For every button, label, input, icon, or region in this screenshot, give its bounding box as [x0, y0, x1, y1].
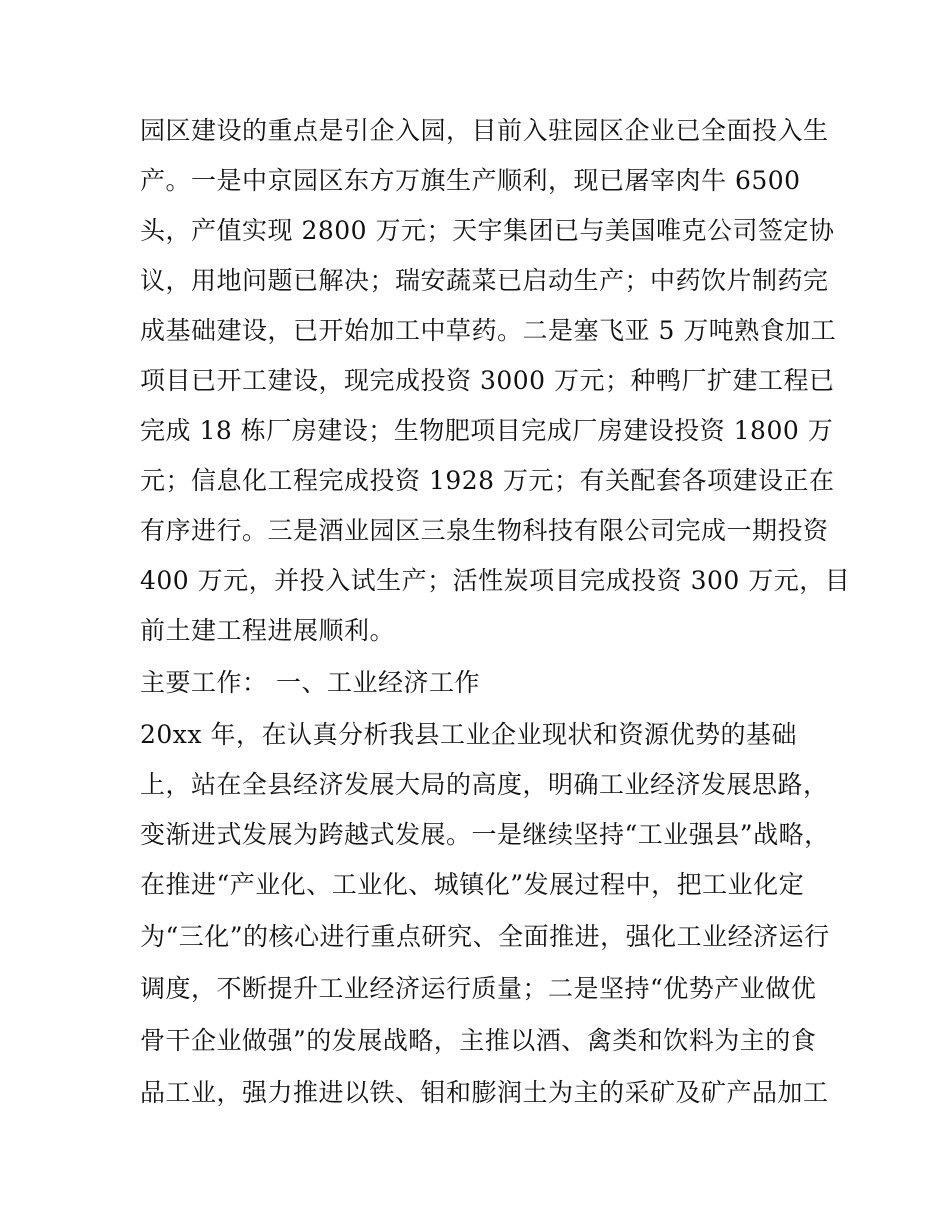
section-heading: 主要工作： 一、工业经济工作	[140, 668, 480, 697]
text-line: 头，产值实现 2800 万元；天宇集团已与美国唯克公司签定协	[140, 216, 835, 245]
text-line: 为“三化”的核心进行重点研究、全面推进，强化工业经济运行	[140, 922, 830, 951]
text-line: 议，用地问题已解决；瑞安蔬菜已启动生产；中药饮片制药完	[140, 266, 829, 295]
text-line: 20xx 年，在认真分析我县工业企业现状和资源优势的基础	[140, 720, 797, 749]
text-line: 骨干企业做强”的发展战略，主推以酒、禽类和饮料为主的食	[140, 1026, 817, 1055]
text-line: 400 万元，并投入试生产；活性炭项目完成投资 300 万元，目	[140, 566, 851, 595]
text-line: 元；信息化工程完成投资 1928 万元；有关配套各项建设正在	[140, 466, 835, 495]
text-line: 有序进行。三是酒业园区三泉生物科技有限公司完成一期投资	[140, 516, 829, 545]
text-line: 调度，不断提升工业经济运行质量；二是坚持“优势产业做优	[140, 974, 817, 1003]
text-line: 园区建设的重点是引企入园，目前入驻园区企业已全面投入生	[140, 116, 829, 145]
text-line: 项目已开工建设，现完成投资 3000 万元；种鸭厂扩建工程已	[140, 366, 835, 395]
text-line: 成基础建设，已开始加工中草药。二是塞飞亚 5 万吨熟食加工	[140, 316, 837, 345]
text-line: 上，站在全县经济发展大局的高度，明确工业经济发展思路，	[140, 770, 829, 799]
text-line: 在推进“产业化、工业化、城镇化”发展过程中，把工业化定	[140, 870, 805, 899]
text-line: 品工业，强力推进以铁、钼和膨润土为主的采矿及矿产品加工	[140, 1078, 829, 1107]
text-line: 变渐进式发展为跨越式发展。一是继续坚持“工业强县”战略，	[140, 820, 830, 849]
text-line: 前土建工程进展顺利。	[140, 616, 396, 645]
text-line: 完成 18 栋厂房建设；生物肥项目完成厂房建设投资 1800 万	[140, 416, 834, 445]
text-line: 产。一是中京园区东方万旗生产顺利，现已屠宰肉牛 6500	[140, 166, 801, 195]
